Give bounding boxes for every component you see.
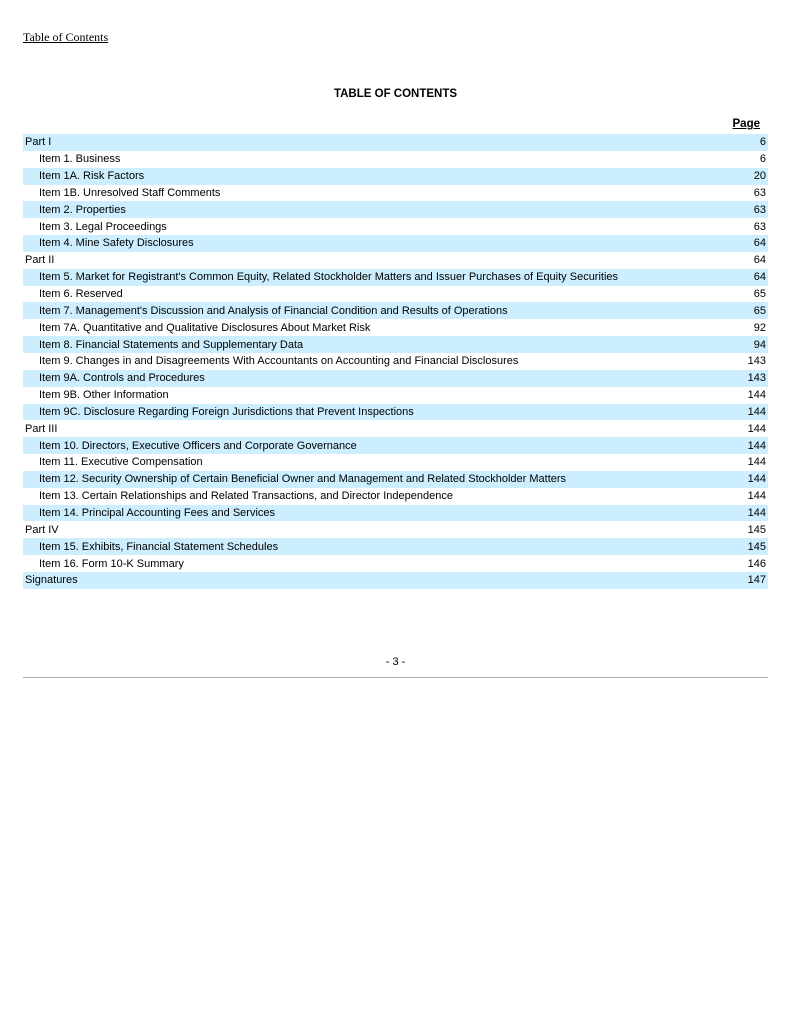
toc-entry-page[interactable]: 144 (747, 506, 766, 519)
toc-entry-label[interactable]: Item 7A. Quantitative and Qualitative Disclosures About Market Risk (39, 321, 371, 334)
toc-entry-label[interactable]: Item 14. Principal Accounting Fees and Services (39, 506, 276, 519)
toc-entry-label[interactable]: Item 1B. Unresolved Staff Comments (39, 186, 221, 199)
toc-item-row[interactable] (23, 269, 768, 286)
toc-item-row[interactable] (23, 505, 768, 522)
toc-entry-label[interactable]: Item 4. Mine Safety Disclosures (39, 237, 194, 250)
toc-section-row[interactable] (23, 252, 768, 269)
toc-entry-page[interactable]: 144 (747, 405, 766, 418)
toc-item-row[interactable] (23, 488, 768, 505)
toc-entry-label[interactable]: Item 16. Form 10-K Summary (39, 557, 184, 570)
toc-entry-page[interactable]: 146 (747, 557, 766, 570)
toc-item-row[interactable] (23, 151, 768, 168)
toc-entry-page[interactable]: 144 (747, 490, 766, 503)
toc-item-row[interactable] (23, 387, 768, 404)
toc-entry-page[interactable]: 63 (753, 186, 766, 199)
toc-entry-label[interactable]: Item 9C. Disclosure Regarding Foreign Jurisdictions that Prevent Inspections (39, 405, 414, 418)
toc-table (23, 134, 768, 589)
toc-item-row[interactable] (23, 404, 768, 421)
toc-item-row[interactable] (23, 437, 768, 454)
toc-entry-page[interactable]: 147 (747, 574, 766, 587)
toc-entry-label[interactable]: Item 15. Exhibits, Financial Statement Schedules (39, 540, 279, 553)
toc-entry-label[interactable]: Item 1. Business (39, 153, 121, 166)
footer-divider (23, 677, 768, 678)
toc-entry-page[interactable]: 20 (753, 170, 766, 183)
toc-item-row[interactable] (23, 235, 768, 252)
page-column-header: Page (732, 118, 760, 130)
toc-section-row[interactable] (23, 134, 768, 151)
toc-item-row[interactable] (23, 454, 768, 471)
toc-section-row[interactable] (23, 572, 768, 589)
toc-entry-page[interactable]: 143 (747, 372, 766, 385)
toc-entry-page[interactable]: 144 (747, 389, 766, 402)
toc-item-row[interactable] (23, 555, 768, 572)
toc-entry-label[interactable]: Item 1A. Risk Factors (39, 170, 145, 183)
toc-section-row[interactable] (23, 521, 768, 538)
toc-entry-page[interactable]: 143 (747, 355, 766, 368)
toc-item-row[interactable] (23, 336, 768, 353)
toc-entry-page[interactable]: 64 (753, 237, 766, 250)
toc-section-row[interactable] (23, 420, 768, 437)
toc-entry-label[interactable]: Item 9B. Other Information (39, 389, 169, 402)
toc-entry-label[interactable]: Signatures (25, 574, 78, 587)
toc-item-row[interactable] (23, 168, 768, 185)
toc-entry-page[interactable]: 63 (753, 203, 766, 216)
toc-entry-page[interactable]: 144 (747, 422, 766, 435)
toc-entry-label[interactable]: Part I (25, 136, 52, 149)
toc-entry-label[interactable]: Item 9A. Controls and Procedures (39, 372, 205, 385)
toc-item-row[interactable] (23, 319, 768, 336)
toc-item-row[interactable] (23, 353, 768, 370)
toc-entry-label[interactable]: Item 11. Executive Compensation (39, 456, 203, 469)
toc-entry-page[interactable]: 6 (759, 136, 766, 149)
toc-entry-label[interactable]: Item 13. Certain Relationships and Related Transactions, and Director Independence (39, 490, 453, 503)
toc-entry-page[interactable]: 64 (753, 271, 766, 284)
toc-item-row[interactable] (23, 302, 768, 319)
toc-entry-page[interactable]: 145 (747, 523, 766, 536)
toc-item-row[interactable] (23, 538, 768, 555)
toc-body (23, 134, 768, 589)
toc-entry-label[interactable]: Item 6. Reserved (39, 288, 123, 301)
toc-entry-page[interactable]: 145 (747, 540, 766, 553)
toc-item-row[interactable] (23, 471, 768, 488)
toc-entry-page[interactable]: 94 (753, 338, 766, 351)
toc-entry-label[interactable]: Item 2. Properties (39, 203, 126, 216)
table-of-contents-link[interactable]: Table of Contents (23, 30, 109, 44)
toc-entry-page[interactable]: 144 (747, 456, 766, 469)
toc-item-row[interactable] (23, 370, 768, 387)
page-title: TABLE OF CONTENTS (333, 88, 458, 100)
toc-entry-label[interactable]: Item 9. Changes in and Disagreements With Accountants on Accounting and Financial Disclosures (39, 355, 519, 368)
toc-entry-page[interactable]: 65 (753, 288, 766, 301)
toc-entry-page[interactable]: 144 (747, 439, 766, 452)
toc-entry-page[interactable]: 92 (753, 321, 766, 334)
toc-entry-page[interactable]: 65 (753, 304, 766, 317)
toc-entry-label[interactable]: Item 5. Market for Registrant's Common Equity, Related Stockholder Matters and Issuer Purchases of Equity Securities (39, 271, 619, 284)
toc-entry-label[interactable]: Part IV (25, 523, 59, 536)
toc-item-row[interactable] (23, 218, 768, 235)
toc-entry-label[interactable]: Item 8. Financial Statements and Supplementary Data (39, 338, 304, 351)
toc-entry-page[interactable]: 6 (759, 153, 766, 166)
toc-entry-page[interactable]: 64 (753, 254, 766, 267)
toc-item-row[interactable] (23, 185, 768, 202)
toc-entry-label[interactable]: Part III (25, 422, 58, 435)
toc-entry-label[interactable]: Item 10. Directors, Executive Officers and Corporate Governance (39, 439, 357, 452)
toc-entry-page[interactable]: 144 (747, 473, 766, 486)
footer-page-number: - 3 - (385, 656, 406, 668)
toc-entry-label[interactable]: Item 12. Security Ownership of Certain Beneficial Owner and Management and Related Stockholder Matters (39, 473, 567, 486)
toc-entry-label[interactable]: Item 7. Management's Discussion and Analysis of Financial Condition and Results of Operations (39, 304, 508, 317)
toc-item-row[interactable] (23, 201, 768, 218)
toc-entry-label[interactable]: Part II (25, 254, 55, 267)
toc-entry-page[interactable]: 63 (753, 220, 766, 233)
toc-item-row[interactable] (23, 286, 768, 303)
toc-entry-label[interactable]: Item 3. Legal Proceedings (39, 220, 167, 233)
